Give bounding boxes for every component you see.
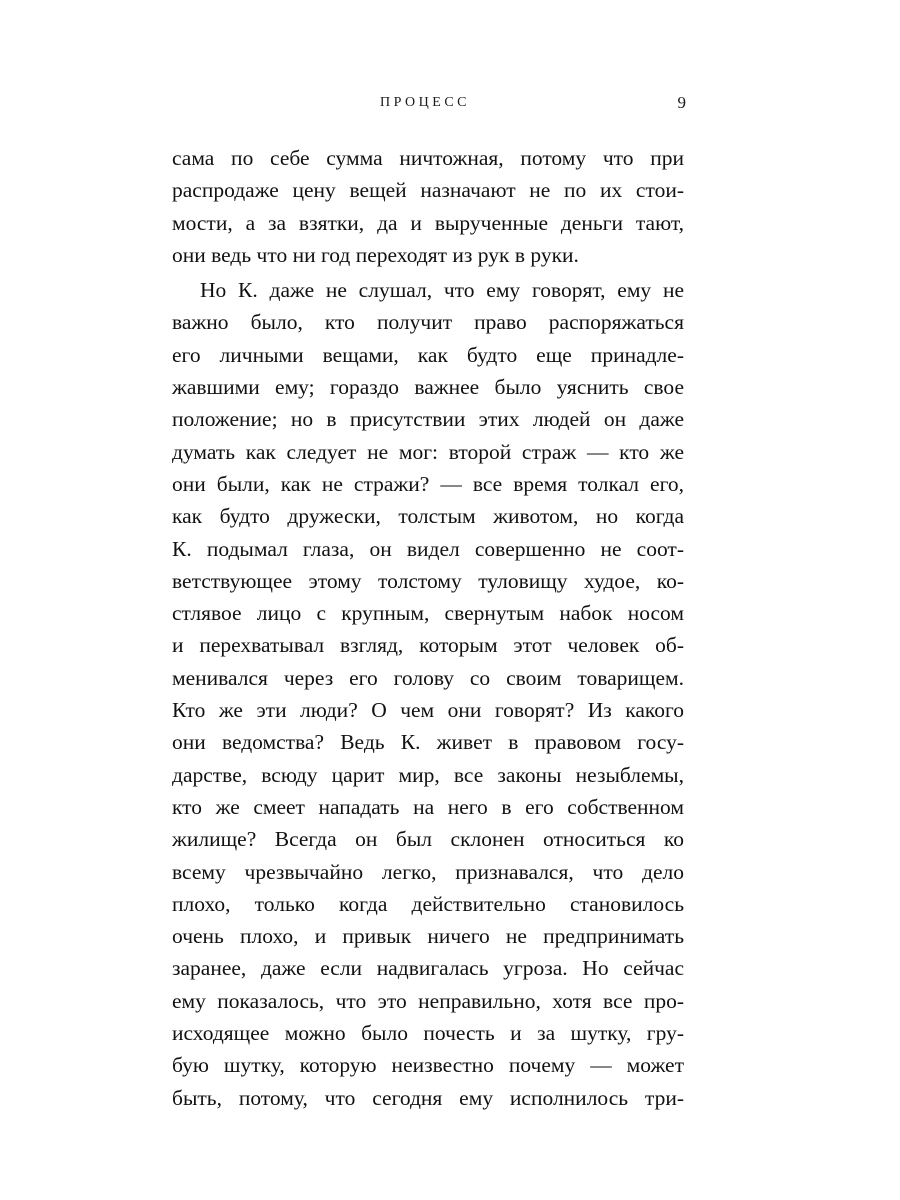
text-line: жилище? Всегда он был склонен относиться ко	[172, 827, 684, 852]
text-line: они ведомства? Ведь К. живет в правовом госу-	[172, 730, 684, 755]
text-line: они были, как не стражи? — все время толкал его,	[172, 471, 684, 496]
text-line: его личными вещами, как будто еще принадле-	[172, 342, 684, 367]
text-line: ему показалось, что это неправильно, хотя все про-	[172, 988, 684, 1013]
text-line: менивался через его голову со своим товарищем.	[172, 665, 684, 690]
text-line: распродаже цену вещей назначают не по их стои-	[172, 178, 684, 203]
text-line: и перехватывал взгляд, которым этот человек об-	[172, 633, 684, 658]
text-line: стлявое лицо с крупным, свернутым набок носом	[172, 601, 684, 626]
text-line: мости, а за взятки, да и вырученные деньги тают,	[172, 210, 684, 235]
paragraph-1	[172, 142, 684, 271]
text-line: ветствующее этому толстому туловищу худое, ко-	[172, 568, 684, 593]
text-line: плохо, только когда действительно становилось	[172, 891, 684, 916]
text-line: бую шутку, которую неизвестно почему — может	[172, 1053, 684, 1078]
text-line: быть, потому, что сегодня ему исполнилось три-	[172, 1085, 684, 1110]
text-line: кто же смеет нападать на него в его собственном	[172, 794, 684, 819]
text-line: заранее, даже если надвигалась угроза. Но сейчас	[172, 956, 684, 981]
text-line: исходящее можно было почесть и за шутку, гру-	[172, 1021, 684, 1046]
text-line: Но К. даже не слушал, что ему говорят, ему не	[200, 278, 684, 303]
paragraph-2	[172, 274, 684, 1114]
text-line: как будто дружески, толстым животом, но когда	[172, 504, 684, 529]
text-line: они ведь что ни год переходят из рук в руки.	[172, 242, 579, 267]
text-line: Кто же эти люди? О чем они говорят? Из какого	[172, 698, 684, 723]
running-head	[0, 92, 900, 114]
text-line: жавшими ему; гораздо важнее было уяснить свое	[172, 375, 684, 400]
text-line: положение; но в присутствии этих людей он даже	[172, 407, 684, 432]
page-number: 9	[677, 93, 686, 112]
text-line: сама по себе сумма ничтожная, потому что при	[172, 146, 684, 170]
text-line: дарстве, всюду царит мир, все законы незыблемы,	[172, 762, 684, 787]
running-title: ПРОЦЕСС	[379, 95, 470, 110]
body-text	[172, 142, 684, 1114]
text-line: очень плохо, и привык ничего не предпринимать	[172, 924, 684, 949]
text-line: важно было, кто получит право распоряжаться	[172, 310, 684, 335]
text-line: всему чрезвычайно легко, признавался, что дело	[172, 859, 684, 884]
text-line: К. подымал глаза, он видел совершенно не соот-	[172, 536, 684, 561]
text-line: думать как следует не мог: второй страж — кто же	[172, 439, 684, 464]
